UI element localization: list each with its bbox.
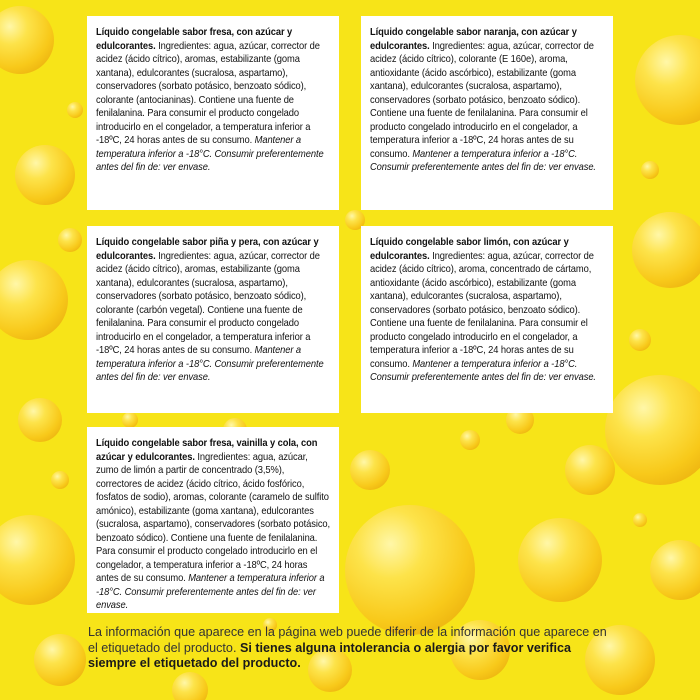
card-storage-note: Mantener a temperatura inferior a -18°C. Consumir preferentemente antes del fin de: ver envase. — [96, 345, 324, 383]
card-body: Ingredientes: agua, azúcar, corrector de acidez (ácido cítrico), aroma, concentrado de cártamo, antioxidante (ácido ascórbico), estabilizante (goma xantana), edulcorantes (sucralosa, aspartamo), conservadores (sorbato potásico, benzoato sódico). Contiene una fuente de fenilalanina. Para consumir el producto congelado introducirlo en el congelador, a temperatura inferior a -18ºC, 24 horas antes de su consumo. — [370, 250, 594, 370]
ingredients-card-pina-pera — [87, 226, 339, 413]
card-title: Líquido congelable sabor naranja, con azúcar y edulcorantes. — [370, 27, 577, 52]
card-body: Ingredientes: agua, azúcar, corrector de acidez (ácido cítrico), aromas, estabilizante (goma xantana), edulcorantes (sucralosa, aspartamo), conservadores (sorbato potásico, benzoato sódico), colorante (antocianinas). Contiene una fuente de fenilalanina. Para consumir el producto congelado introducirlo en el congelador, a temperatura inferior a -18ºC, 24 horas antes de su consumo. — [96, 40, 320, 146]
card-title: Líquido congelable sabor piña y pera, con azúcar y edulcorantes. — [96, 237, 319, 262]
card-storage-note: Mantener a temperatura inferior a -18°C. Consumir preferentemente antes del fin de: ver envase. — [96, 573, 325, 611]
disclaimer-allergy-warning: Si tienes alguna intolerancia o alergia por favor verifica siempre el etiquetado del producto. — [88, 640, 571, 670]
card-body: Ingredientes: agua, azúcar, corrector de acidez (ácido cítrico), aromas, estabilizante (goma xantana), edulcorantes (sucralosa, aspartamo), conservadores (sorbato potásico, benzoato sódico), colorante (carbón vegetal). Contiene una fuente de fenilalanina. Para consumir el producto congelado introducirlo en el congelador, a temperatura inferior a -18ºC, 24 horas antes de su consumo. — [96, 250, 320, 356]
card-title: Líquido congelable sabor limón, con azúcar y edulcorantes. — [370, 237, 569, 262]
ingredients-card-naranja — [361, 16, 613, 210]
disclaimer-text: La información que aparece en la página web puede diferir de la información que aparece en el etiquetado del producto. — [88, 625, 607, 655]
card-body: Ingredientes: agua, azúcar, corrector de acidez (ácido cítrico), colorante (E 160e), aroma, antioxidante (ácido ascórbico), estabilizante (goma xantana), edulcorantes (sucralosa, aspartamo), conservadores (sorbato potásico, benzoato sódico). Contiene una fuente de fenilalanina. Para consumir el producto congelado introducirlo en el congelador, a temperatura inferior a -18ºC, 24 horas antes de su consumo. — [370, 40, 594, 160]
ingredients-card-fresa-vainilla-cola — [87, 427, 339, 613]
card-storage-note: Mantener a temperatura inferior a -18°C. Consumir preferentemente antes del fin de: ver envase. — [96, 135, 324, 173]
ingredients-card-limon — [361, 226, 613, 413]
ingredients-card-fresa — [87, 16, 339, 210]
card-title: Líquido congelable sabor fresa, con azúcar y edulcorantes. — [96, 27, 293, 52]
disclaimer — [88, 625, 608, 672]
card-storage-note: Mantener a temperatura inferior a -18°C. Consumir preferentemente antes del fin de: ver envase. — [370, 358, 596, 383]
card-title: Líquido congelable sabor fresa, vainilla y cola, con azúcar y edulcorantes. — [96, 438, 318, 463]
card-storage-note: Mantener a temperatura inferior a -18°C. Consumir preferentemente antes del fin de: ver envase. — [370, 148, 596, 173]
card-body: Ingredientes: agua, azúcar, zumo de limón a partir de concentrado (3,5%), correctores de acidez (ácido cítrico, ácido fosfórico, fosfatos de sodio), aromas, colorante (caramelo de sulfito amónico), estabilizante (goma xantana), edulcorantes (sucralosa, aspartamo), conservadores (sorbato potásico, benzoato sódico). Contiene una fuente de fenilalanina. Para consumir el producto congelado introducirlo en el congelador, a temperatura inferior a -18ºC, 24 horas antes de su consumo. — [96, 451, 331, 584]
